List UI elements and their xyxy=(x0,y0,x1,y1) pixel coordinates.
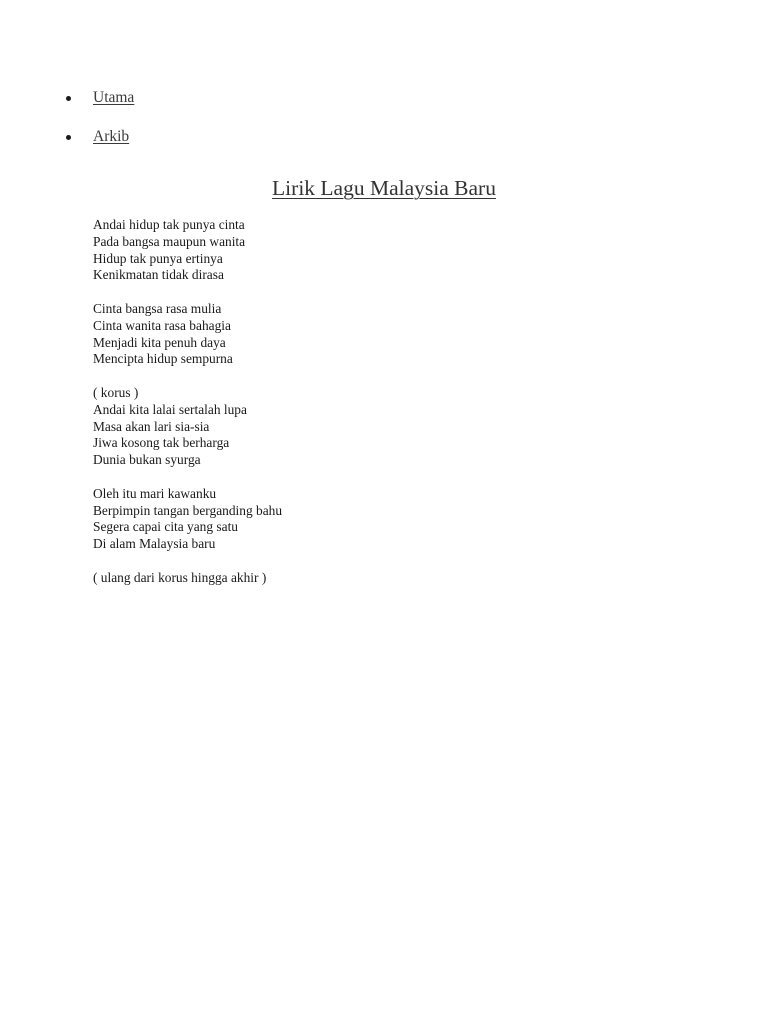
lyrics-body xyxy=(93,217,693,603)
stanza-repeat-note xyxy=(93,570,693,587)
lyric-line: Andai hidup tak punya cinta xyxy=(93,217,245,232)
stanza xyxy=(93,486,693,553)
lyric-line: Pada bangsa maupun wanita xyxy=(93,233,246,249)
stanza-chorus xyxy=(93,385,693,469)
lyric-line: Andai kita lalai sertalah lupa xyxy=(93,401,247,417)
lyric-line: Cinta bangsa rasa mulia xyxy=(93,300,222,316)
lyric-line: Hidup tak punya ertinya xyxy=(93,250,223,266)
lyric-line: Cinta wanita rasa bahagia xyxy=(93,317,231,333)
stanza xyxy=(93,301,693,368)
lyric-line: Mencipta hidup sempurna xyxy=(93,351,233,367)
lyric-line: Oleh itu mari kawanku xyxy=(93,485,217,501)
nav-item-arkib xyxy=(66,126,129,148)
lyric-line: Kenikmatan tidak dirasa xyxy=(93,267,224,283)
stanza xyxy=(93,217,693,284)
lyric-line: Menjadi kita penuh daya xyxy=(93,334,226,350)
lyric-line: Segera capai cita yang satu xyxy=(93,519,238,535)
lyric-line: Dunia bukan syurga xyxy=(93,452,201,468)
nav-item-utama xyxy=(66,87,134,109)
lyric-line: Masa akan lari sia-sia xyxy=(93,418,210,434)
lyric-line: Di alam Malaysia baru xyxy=(93,536,216,552)
page-title: Lirik Lagu Malaysia Baru xyxy=(272,176,496,200)
nav-link-utama[interactable]: Utama xyxy=(93,89,135,106)
repeat-instruction: ( ulang dari korus hingga akhir ) xyxy=(93,569,267,585)
lyric-line: Jiwa kosong tak berharga xyxy=(93,435,230,451)
bullet-icon xyxy=(66,135,71,140)
bullet-icon xyxy=(66,96,71,101)
nav-link-arkib[interactable]: Arkib xyxy=(93,128,130,145)
chorus-marker: ( korus ) xyxy=(93,384,139,400)
lyric-line: Berpimpin tangan berganding bahu xyxy=(93,502,283,518)
